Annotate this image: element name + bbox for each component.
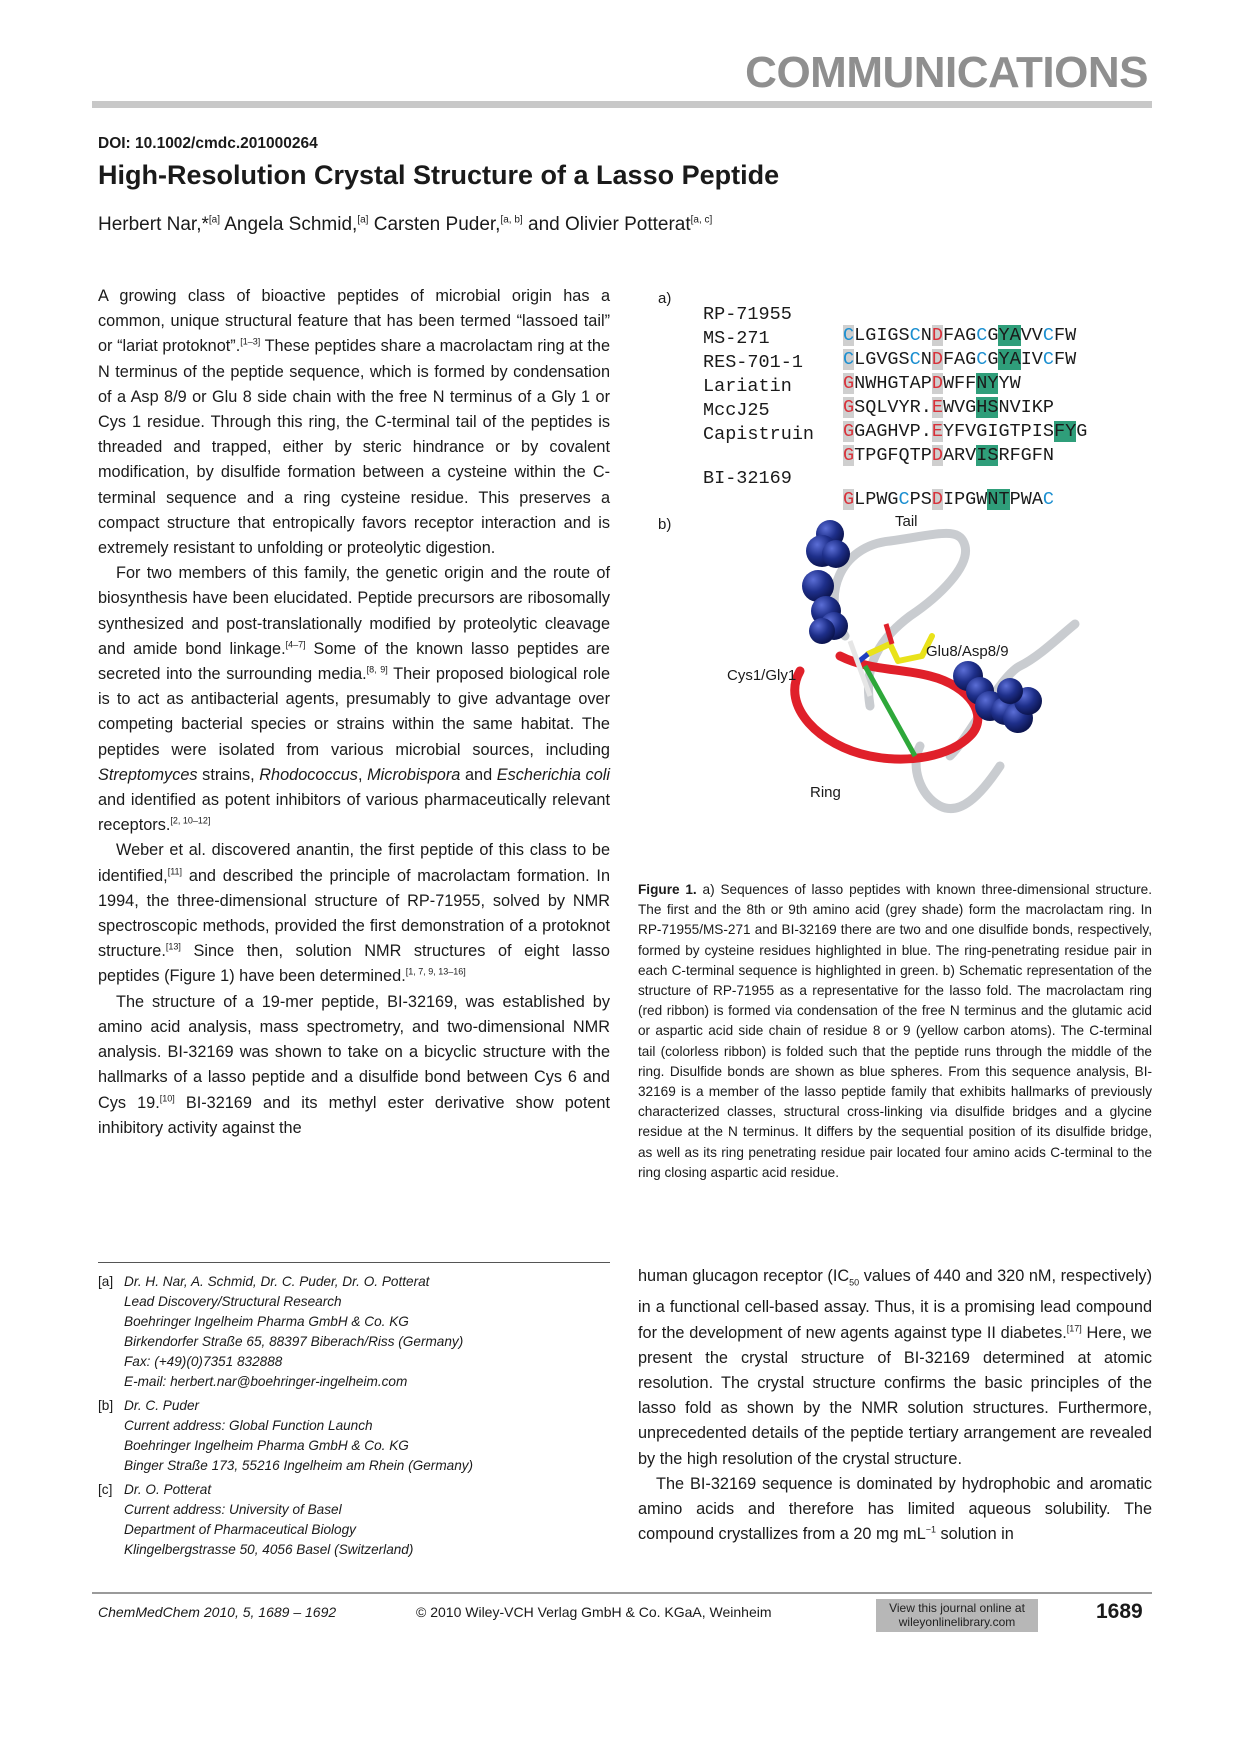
reference-link[interactable]: [2, 10–12]	[170, 815, 211, 826]
sequence-row: MccJ25 GGAGHVP.EYFVGIGTPISFYG	[703, 400, 1088, 442]
sequence-row: BI-32169 GLPWGCPSDIPGWNTPWAC	[703, 468, 1055, 510]
journal-citation: ChemMedChem 2010, 5, 1689 – 1692	[98, 1604, 337, 1620]
sequence-lariatin: GSQLVYR.EWVGHSNVIKP	[843, 397, 1054, 418]
panel-a-label: a)	[658, 290, 672, 307]
copyright: © 2010 Wiley-VCH Verlag GmbH & Co. KGaA, Weinheim	[416, 1604, 772, 1620]
footnote-c: [c] Dr. O. Potterat Current address: University of Basel Department of Pharmaceutical Biology Klingelbergstrasse 50, 4056 Basel (Switzerland)	[98, 1482, 414, 1557]
sequence-ms271: CLGVGSCNDFAGCGYAIVCFW	[843, 349, 1077, 370]
caption-label: Figure 1.	[638, 882, 697, 897]
author-name: and Olivier Potterat	[528, 214, 691, 235]
paragraph: A growing class of bioactive peptides of microbial origin has a common, unique structural feature that has been termed “lassoed tail” or “lariat protoknot”.[1–3] These peptides share a macrolactam ring at the N terminus of the peptide sequence, which is formed by condensation of a Asp 8/9 or Glu 8 side chain with the free N terminus of a Gly 1 or Cys 1 residue. Through this ring, the C-terminal tail of the peptides is threaded and trapped, either by steric hindrance or by covalent modification, by disulfide formation between a cysteine within the C-terminal sequence and a ring cysteine residue. This preserves a compact structure that entropically favors receptor interaction and is extremely resistant to unfolding or proteolytic digestion.	[98, 287, 610, 558]
sequence-row: RP-71955 CLGIGSCNDFAGCGYAVVCFW	[703, 304, 1077, 346]
paragraph: For two members of this family, the genetic origin and the route of biosynthesis have been elucidated. Peptide precursors are ribosomally synthesized and post-translationally modified by proteolytic cleavage and amide bond linkage.[4–7] Some of the known lasso peptides are secreted into the surrounding media.[8, 9] Their proposed biological role is to act as antibacterial agents, presumably to give advantage over competing bacterial species or strains within the same habitat. The peptides were isolated from various microbial sources, including Streptomyces strains, Rhodococcus, Microbispora and Escherichia coli and identified as potent inhibitors of various pharmaceutically relevant receptors.[2, 10–12]	[98, 564, 611, 835]
sequence-mccj25: GGAGHVP.EYFVGIGTPISFYG	[843, 421, 1088, 442]
doi[interactable]: DOI: 10.1002/cmdc.201000264	[98, 135, 318, 152]
paragraph: human glucagon receptor ($IC_{50}$ values of 440 and 320 nM, respectively) in a functional cell-based assay. Thus, it is a promising lead compound for the development of new agents against type II diabetes.[17] Here, we present the crystal structure of BI-32169 determined at atomic resolution. The crystal structure confirms the basic principles of the lasso fold as shown by the NMR solution structures. Furthermore, unprecedented details of the peptide tertiary arrangement are revealed by the high resolution of the crystal structure.	[638, 1267, 1152, 1468]
author-name: Angela Schmid,	[224, 214, 358, 235]
sequence-row: MS-271 CLGVGSCNDFAGCGYAIVCFW	[703, 328, 1077, 370]
footnote-rule	[98, 1262, 610, 1263]
paragraph: The structure of a 19-mer peptide, BI-32169, was established by amino acid analysis, mass spectrometry, and two-dimensional NMR analysis. BI-32169 was shown to take on a bicyclic structure with the hallmarks of a lasso peptide and a disulfide bond between Cys 6 and Cys 19.[10] BI-32169 and its methyl ester derivative show potent inhibitory activity against the	[98, 992, 610, 1137]
affiliation-footnotes	[98, 1272, 610, 1564]
email-link[interactable]: E-mail: herbert.nar@boehringer-ingelheim.com	[124, 1374, 408, 1389]
tail-label: Tail	[895, 513, 918, 530]
glu-asp-label: Glu8/Asp8/9	[926, 643, 1009, 660]
panel-b-label: b)	[658, 516, 672, 533]
author-affiliation: [a, b]	[500, 214, 523, 226]
reference-link[interactable]: [8, 9]	[366, 664, 388, 675]
reference-link[interactable]: [10]	[159, 1093, 175, 1104]
reference-link[interactable]: [4–7]	[285, 639, 306, 650]
figure-caption	[638, 880, 1152, 1183]
body-right-column	[638, 1264, 1152, 1547]
sequence-row: RES-701-1 GNWHGTAPDWFFNYYW	[703, 352, 1021, 394]
sequence-res7011: GNWHGTAPDWFFNYYW	[843, 373, 1021, 394]
journal-section-title: COMMUNICATIONS	[745, 48, 1148, 97]
author-list	[98, 214, 712, 236]
lasso-structure-illustration	[700, 506, 1120, 846]
author-affiliation: [a]	[208, 214, 220, 226]
paragraph: Weber et al. discovered anantin, the first peptide of this class to be identified,[11] and described the principle of macrolactam formation. In 1994, the three-dimensional structure of RP-71955, solved by NMR spectroscopic methods, provided the first demonstration of a protoknot structure.[13] Since then, solution NMR structures of eight lasso peptides (Figure 1) have been determined.[1, 7, 9, 13–16]	[98, 841, 610, 986]
reference-link[interactable]: [13]	[165, 941, 181, 952]
sequence-bi32169: GLPWGCPSDIPGWNTPWAC	[843, 489, 1055, 510]
body-left-column	[98, 284, 610, 1141]
author-name: Herbert Nar,*	[98, 214, 209, 235]
page-number: 1689	[1096, 1600, 1143, 1623]
disulfide-spheres-left	[802, 520, 850, 644]
journal-online-badge[interactable]: View this journal online at wileyonlinelibrary.com	[876, 1599, 1038, 1632]
sequence-row: Lariatin GSQLVYR.EWVGHSNVIKP	[703, 376, 1054, 418]
sequence-rp71955: CLGIGSCNDFAGCGYAVVCFW	[843, 325, 1077, 346]
reference-link[interactable]: [1–3]	[240, 336, 261, 347]
sequence-capistruin: GTPGFQTPDARVISRFGFN	[843, 445, 1054, 466]
cys-gly-label: Cys1/Gly1	[727, 667, 797, 684]
footer-rule	[92, 1592, 1152, 1594]
footnote-b: [b] Dr. C. Puder Current address: Global Function Launch Boehringer Ingelheim Pharma GmbH & Co. KG Binger Straße 173, 55216 Ingelheim am Rhein (Germany)	[98, 1398, 474, 1473]
ring-label: Ring	[810, 784, 841, 801]
article-title: High-Resolution Crystal Structure of a Lasso Peptide	[98, 160, 780, 190]
backbone-bond	[865, 666, 915, 756]
paragraph: The BI-32169 sequence is dominated by hydrophobic and aromatic amino acids and therefore has limited aqueous solubility. The compound crystallizes from a 20 mg $mL^{-1}$ solution in	[638, 1474, 1152, 1544]
author-affiliation: [a]	[357, 214, 369, 226]
author-name: Carsten Puder,	[373, 214, 501, 235]
caption-text: a) Sequences of lasso peptides with known three-dimensional structure. The first and the 8th or 9th amino acid (grey shade) form the macrolactam ring. In RP-71955/MS-271 and BI-32169 there are two and one disulfide bonds, respectively, formed by cysteine residues highlighted in blue. The ring-penetrating residue pair in each C-terminal sequence is highlighted in green. b) Schematic representation of the structure of RP-71955 as a representative for the lasso fold. The macrolactam ring (red ribbon) is formed via condensation of the free N terminus and the glutamic acid or aspartic acid side chain of residue 8 or 9 (yellow carbon atoms). The C-terminal tail (colorless ribbon) is folded such that the peptide runs through the middle of the ring. Disulfide bonds are shown as blue spheres. From this sequence analysis, BI-32169 is a member of the lasso peptide family that exhibits hallmarks of previously characterized classes, structural cross-linking via disulfide bridges and a glycine residue at the N terminus. It differs by the sequential position of its disulfide bridge, as well as its ring penetrating residue pair located four amino acids C-terminal to the ring closing aspartic acid residue.	[638, 882, 1152, 1180]
reference-link[interactable]: [1, 7, 9, 13–16]	[405, 967, 466, 978]
sequence-row: Capistruin GTPGFQTPDARVISRFGFN	[703, 424, 1054, 466]
author-affiliation: [a, c]	[690, 214, 713, 226]
header-rule	[92, 101, 1152, 108]
reference-link[interactable]: [11]	[167, 866, 183, 877]
footnote-a: [a] Dr. H. Nar, A. Schmid, Dr. C. Puder, Dr. O. Potterat Lead Discovery/Structural Research Boehringer Ingelheim Pharma GmbH & Co. KG Birkendorfer Straße 65, 88397 Biberach/Riss (Germany) Fax: (+49)(0)7351 832888 E-mail: herbert.nar@boehringer-ingelheim.com	[98, 1272, 610, 1392]
reference-link[interactable]: [17]	[1066, 1323, 1082, 1334]
sequence-alignment	[703, 283, 1153, 510]
